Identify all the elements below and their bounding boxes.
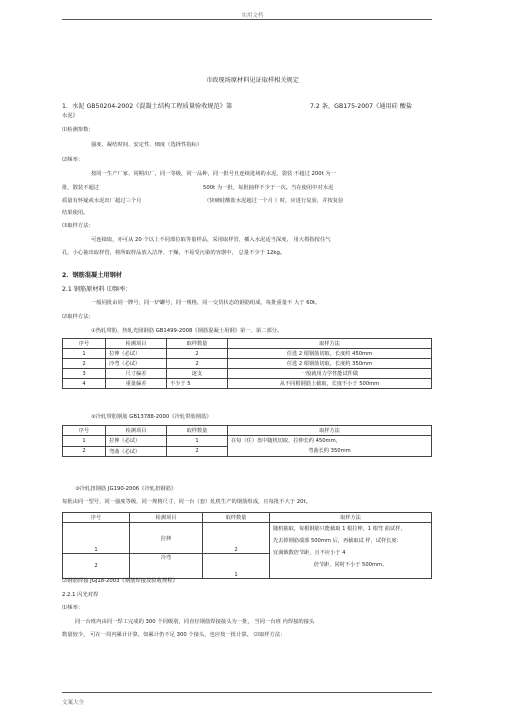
table4-caption: ⑵钢筋焊接 JGJ18-2003《钢筋焊接及验收规程》 [62,578,178,584]
s1-p2b2: 500t 为一批，每批抽样不少于一次。当在使用中对水泥 [203,185,334,191]
table-row [63,436,432,447]
cell: 尺寸偏差 [106,369,167,379]
s1-p2: ⑵频率： [62,157,84,163]
cell: 2 [167,359,228,369]
method-line: 弯曲长约 350mm [308,448,351,454]
table-header-row [63,426,432,436]
s1-line1a: 1．水泥 GB50204-2002《混凝土结构工程质量验收规范》第 [62,103,233,110]
s1-p2c2: （快硬硅酸盐水泥超过一个月 ）时，应进行复验，并按复验 [204,198,344,204]
th-qty: 取样数量 [167,339,228,349]
table-row [63,369,432,379]
table-row [63,359,432,369]
s1-p3: ⑶取样方法： [62,223,94,229]
th-method: 取样方法 [228,339,432,349]
s2-h21: 2.1 钢筋原材料 ⑴频率： [62,286,132,293]
method-line: 先去掉钢筋端部 500mm 后，再截取试 样，试样长度： [273,538,402,544]
table-header-row [63,339,432,349]
cell: 弯曲（必试） [106,446,167,457]
s1-line2: 水泥》 [62,113,78,119]
th-qty: 取样数量 [167,426,228,436]
table-row [63,379,432,389]
cell: 1 [203,554,270,579]
table2-caption: ②冷轧带肋钢筋 GB13788-2000《冷轧带肋钢筋》 [91,414,212,420]
s1-p3a: 可连续取，亦可从 20 个以上不同部位取等量样品，采用取样管，插入水泥适当深度， 用大拇指按住气 [91,237,331,243]
th-item: 检测项目 [106,426,167,436]
method-line: 倍节距，同时不小于 500mm。 [313,562,388,568]
s1-p2c1: 质量有怀疑或水泥出厂超过三个月 [62,198,142,204]
page-header: 实用文档 [241,13,264,19]
method-line: 在每（任）盘中随机切取，拉伸长约 450mm， [231,438,341,444]
cell: 冷弯（必试） [106,359,167,369]
s1-p1a: 强度、凝结时间、安定性、细度（选择性指标） [91,142,203,148]
cell: 重量偏差 [106,379,167,389]
s1-p2d: 结果使用。 [62,210,89,216]
s1-p1: ⑴检测参数： [62,127,94,133]
s2-p2: ⑵取样方法： [62,314,94,320]
cell: 拉伸 [130,523,203,554]
cell: 3 [63,369,106,379]
th-method: 取样方法 [270,513,432,523]
cell: 1 [63,349,106,359]
s2-p3: ⑴频率： [62,605,84,611]
page-footer: 文案大全 [62,700,85,706]
s1-p2a: 按同一生产厂家、同期出厂，同一等级，同一品种，同一批号且连续进场的水泥，袋装 不超过 200t 为一 [91,171,337,177]
table-row [63,523,432,554]
cell-method [228,436,432,457]
method-line: 随机抽取，每根钢筋只能截取 1 根拉伸，1 根弯 曲试样， [273,526,406,532]
table-cold-rolled-ribbed [62,425,432,457]
header-rule [62,19,432,20]
footer-rule [62,692,432,693]
th-index: 序号 [63,426,106,436]
cell: 2 [167,446,228,457]
document-title: 市政现场原材料见证取样相关规定 [206,77,299,84]
cell: 2 [167,349,228,359]
th-index: 序号 [63,513,130,523]
cell: 2 [203,523,270,554]
s2-p1: 一般同批由同一牌号，同一炉罐号，同一规格，同一交货状态的钢筋组成，每批重量不 大于 60t。 [91,300,321,306]
cell: 逐支 [167,369,228,379]
table-header-row [63,513,432,523]
table3-caption: ③冷轧扭钢筋 JG190-2006《冷轧扭钢筋》 [75,486,177,492]
table-hot-rolled [62,338,432,389]
cell: 2 [63,554,130,579]
cell: 从不同根钢筋上截取，长度不小于 500mm [228,379,432,389]
cell: 拉伸（必试） [106,436,167,447]
cell-method [270,523,432,579]
th-index: 序号 [63,339,106,349]
cell: 1 [63,436,106,447]
cell: 拉伸（必试） [106,349,167,359]
method-line: 宜满载数倍节距，且不应小于 4 [273,550,346,556]
s1-p3b: 孔，小心抽出取样管，将所取样品放入洁净、干燥、不易受污染的容器中， 总量不少于 12kg。 [62,250,286,256]
cell: 1 [167,436,228,447]
cell: 2 [63,359,106,369]
s2-h221: 2.2.1 闪光对焊 [62,592,99,598]
s2-heading: 2．钢筋混凝土用钢材 [62,272,122,279]
th-method: 取样方法 [228,426,432,436]
s1-p2b1: 批，散装不超过 [62,185,100,191]
th-item: 检测项目 [130,513,203,523]
th-qty: 取样数量 [203,513,270,523]
cell: 不少于 5 [167,379,228,389]
th-item: 检测项目 [106,339,167,349]
s2-p3a: 同一台班内由同一焊工完成的 300 个同级别，同直径钢筋焊接接头为一批， 当同一台班 内焊接的接头 [75,619,315,625]
s2-p3b: 数量较少， 可在一周内累计计算，如累计仍不足 300 个接头，也应按一批计算。 ⑵取样方法： [62,632,286,638]
s1-line1b: 7.2 条，GB175-2007《通用硅 酸盐 [310,103,413,110]
cell: 4 [63,379,106,389]
cell: 任选 2 根钢筋切取，长度约 350mm [228,359,432,369]
cell: 1 [63,523,130,554]
cell: 一般就用力学性能试件做 [228,369,432,379]
table-row [63,349,432,359]
cell: 冷弯 [130,554,203,579]
table3-note: 每批由同一型号，同一强度等级，同一规格尺寸，同一台（套）轧机生产的钢筋组成，且每批不大于 20t。 [62,499,311,505]
table-cold-rolled-twisted [62,512,432,579]
cell: 任选 2 根钢筋切取，长度约 450mm [228,349,432,359]
cell: 2 [63,446,106,457]
table1-caption: ①热轧带肋、热轧光圆钢筋 GB1499-2008《钢筋混凝土用钢》第一、第二部分。 [91,328,283,334]
